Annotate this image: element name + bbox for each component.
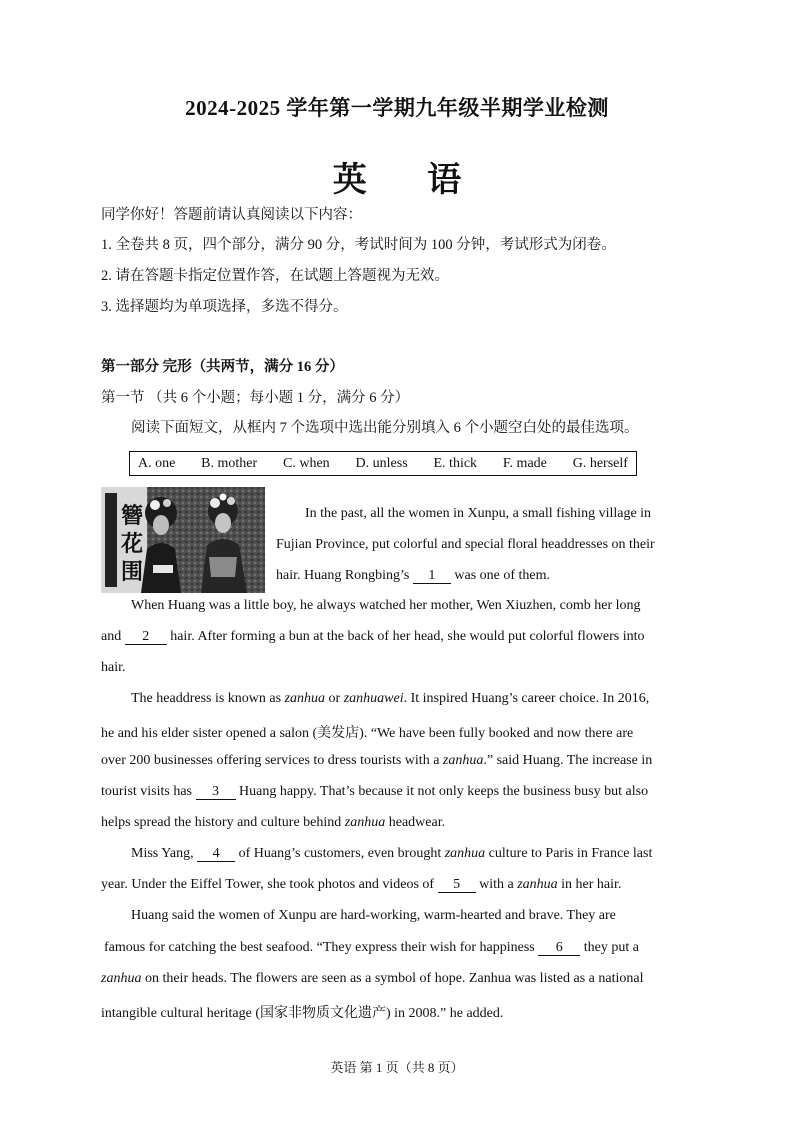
option-e: E. thick (433, 455, 478, 471)
p2-line3: hair. (101, 660, 126, 675)
section1-direction: 阅读下面短文，从框内 7 个选项中选出能分别填入 6 个小题空白处的最佳选项。 (131, 420, 639, 436)
options-box (129, 451, 637, 476)
photo-caption-glyph-2: 花 (120, 531, 144, 557)
p1-line3: hair. Huang Rongbing’s 1 was one of them. (276, 568, 551, 583)
p4-line1: Miss Yang, 4 of Huang’s customers, even brought zanhua culture to Paris in France last (131, 846, 653, 861)
blank-4[interactable]: 4 (197, 847, 235, 862)
blank-3[interactable]: 3 (196, 785, 236, 800)
zanhua-photo (101, 487, 265, 593)
instruction-item-3: 3. 选择题均为单项选择，多选不得分。 (101, 299, 348, 315)
option-f: F. made (502, 455, 547, 471)
p5-line1: Huang said the women of Xunpu are hard-working, warm-hearted and brave. They are (131, 908, 616, 923)
blank-1[interactable]: 1 (413, 569, 451, 584)
p3-line5: helps spread the history and culture behind zanhua headwear. (101, 815, 446, 830)
p4-line2: year. Under the Eiffel Tower, she took photos and videos of 5 with a zanhua in her hair. (101, 877, 622, 892)
p5-line2: famous for catching the best seafood. “They express their wish for happiness 6 they put a (104, 940, 639, 955)
instruction-item-2: 2. 请在答题卡指定位置作答，在试题上答题视为无效。 (101, 268, 449, 284)
p2-line1: When Huang was a little boy, he always watched her mother, Wen Xiuzhen, comb her long (131, 598, 641, 613)
exam-title: 2024-2025 学年第一学期九年级半期学业检测 (185, 96, 609, 120)
option-d: D. unless (355, 455, 408, 471)
blank-5[interactable]: 5 (438, 878, 476, 893)
option-b: B. mother (201, 455, 258, 471)
p1-line1: In the past, all the women in Xunpu, a small fishing village in (305, 506, 652, 521)
option-g: G. herself (572, 455, 628, 471)
p3-line1: The headdress is known as zanhua or zanhuawei. It inspired Huang’s career choice. In 2016, (131, 691, 650, 706)
photo-caption-glyph-1: 簪 (120, 503, 144, 529)
option-c: C. when (283, 455, 330, 471)
option-a: A. one (138, 455, 176, 471)
p5-line4: intangible cultural heritage (国家非物质文化遗产) in 2008.” he added. (101, 1006, 504, 1021)
p3-line3: over 200 businesses offering services to dress tourists with a zanhua.” said Huang. The increase in (101, 753, 653, 768)
blank-6[interactable]: 6 (538, 941, 580, 956)
instructions-greeting: 同学你好！答题前请认真阅读以下内容： (101, 207, 362, 223)
p1-line2: Fujian Province, put colorful and special floral headdresses on their (276, 537, 655, 552)
p3-line4: tourist visits has 3 Huang happy. That’s because it not only keeps the business busy but also (101, 784, 649, 799)
part1-heading: 第一部分 完形（共两节，满分 16 分） (101, 359, 344, 375)
photo-caption-glyph-3: 围 (120, 559, 144, 585)
p3-line2: he and his elder sister opened a salon (美发店). “We have been fully booked and now there are (101, 726, 634, 741)
p5-line3: zanhua on their heads. The flowers are seen as a symbol of hope. Zanhua was listed as a national (101, 971, 644, 986)
page-footer: 英语 第 1 页（共 8 页） (330, 1060, 464, 1075)
instruction-item-1: 1. 全卷共 8 页，四个部分，满分 90 分，考试时间为 100 分钟，考试形式为闭卷。 (101, 237, 616, 253)
p2-line2: and 2 hair. After forming a bun at the back of her head, she would put colorful flowers into (101, 629, 645, 644)
blank-2[interactable]: 2 (125, 630, 167, 645)
section1-heading: 第一节 （共 6 个小题；每小题 1 分，满分 6 分） (101, 390, 410, 406)
subject-title: 英 语 (332, 162, 488, 199)
